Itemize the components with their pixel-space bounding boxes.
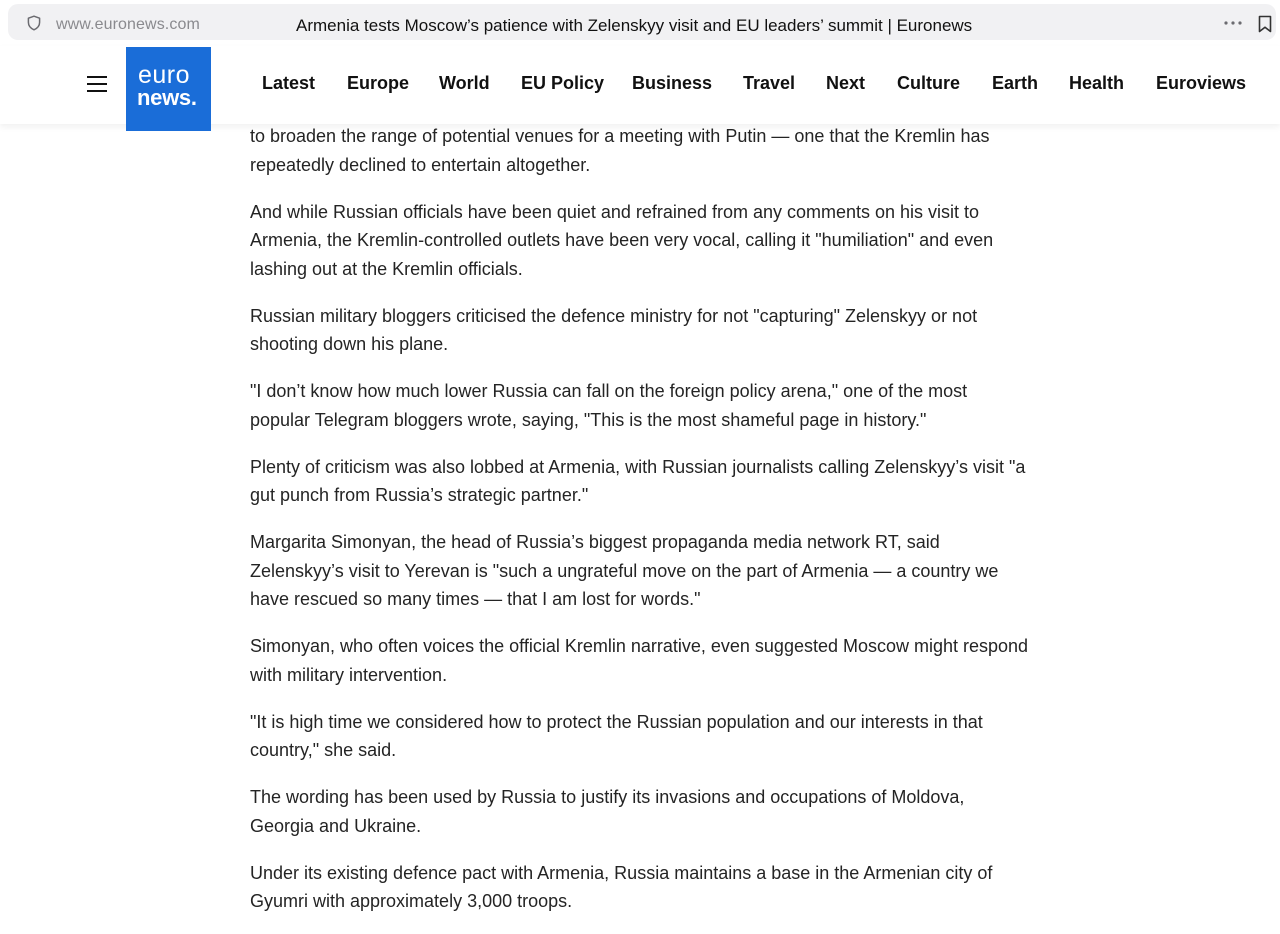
nav-eu-policy[interactable]: EU Policy <box>521 73 605 93</box>
shield-icon[interactable] <box>26 15 42 31</box>
nav-culture[interactable]: Culture <box>897 73 960 93</box>
url-bar[interactable] <box>8 4 1276 40</box>
more-icon[interactable] <box>1222 16 1244 30</box>
article-paragraph: The wording has been used by Russia to justify its invasions and occupations of Moldova, Georgia and Ukraine. <box>250 787 965 836</box>
nav-business[interactable]: Business <box>632 73 713 93</box>
nav-world[interactable]: World <box>439 73 490 93</box>
page-title: Armenia tests Moscow’s patience with Zelenskyy visit and EU leaders’ summit | Euronews <box>296 16 973 35</box>
nav-europe[interactable]: Europe <box>347 73 410 93</box>
article-paragraph: "It is high time we considered how to protect the Russian population and our interests in that country," she said. <box>250 711 983 760</box>
logo-text-euro: euro <box>138 61 191 89</box>
main-nav <box>0 73 1280 99</box>
logo-text-news: news. <box>137 85 197 110</box>
article-paragraph: Russian military bloggers criticised the defence ministry for not "capturing" Zelenskyy or not shooting down his plane. <box>250 305 978 354</box>
bookmark-icon[interactable] <box>1257 15 1273 33</box>
url-domain[interactable]: www.euronews.com <box>56 16 200 33</box>
browser-address-bar <box>0 0 1280 46</box>
article-body <box>250 122 1030 934</box>
article-paragraph: Margarita Simonyan, the head of Russia’s biggest propaganda media network RT, said Zelenskyy’s visit to Yerevan is "such a ungrateful move on the part of Armenia — a country we have rescued so many times — that I am lost for words." <box>250 532 999 609</box>
nav-earth[interactable]: Earth <box>992 73 1039 93</box>
nav-health[interactable]: Health <box>1069 73 1125 93</box>
nav-latest[interactable]: Latest <box>262 73 316 93</box>
article-paragraph: And while Russian officials have been quiet and refrained from any comments on his visit to Armenia, the Kremlin-controlled outlets have been very vocal, calling it "humiliation" and even lashing out at the Kremlin officials. <box>250 201 994 279</box>
article-paragraph: to broaden the range of potential venues for a meeting with Putin — one that the Kremlin has repeatedly declined to entertain altogether. <box>250 126 990 175</box>
site-header <box>0 46 1280 124</box>
nav-travel[interactable]: Travel <box>743 73 796 93</box>
article-paragraph: Simonyan, who often voices the official Kremlin narrative, even suggested Moscow might respond with military intervention. <box>250 636 1029 685</box>
article-paragraph: Plenty of criticism was also lobbed at Armenia, with Russian journalists calling Zelenskyy’s visit "a gut punch from Russia’s strategic partner." <box>250 456 1026 505</box>
nav-next[interactable]: Next <box>826 73 866 93</box>
nav-euroviews[interactable]: Euroviews <box>1156 73 1247 93</box>
article-paragraph: "I don’t know how much lower Russia can fall on the foreign policy arena," one of the most popular Telegram bloggers wrote, saying, "This is the most shameful page in history." <box>250 381 968 430</box>
article-paragraph: Under its existing defence pact with Armenia, Russia maintains a base in the Armenian city of Gyumri with approximately 3,000 troops. <box>250 862 993 911</box>
